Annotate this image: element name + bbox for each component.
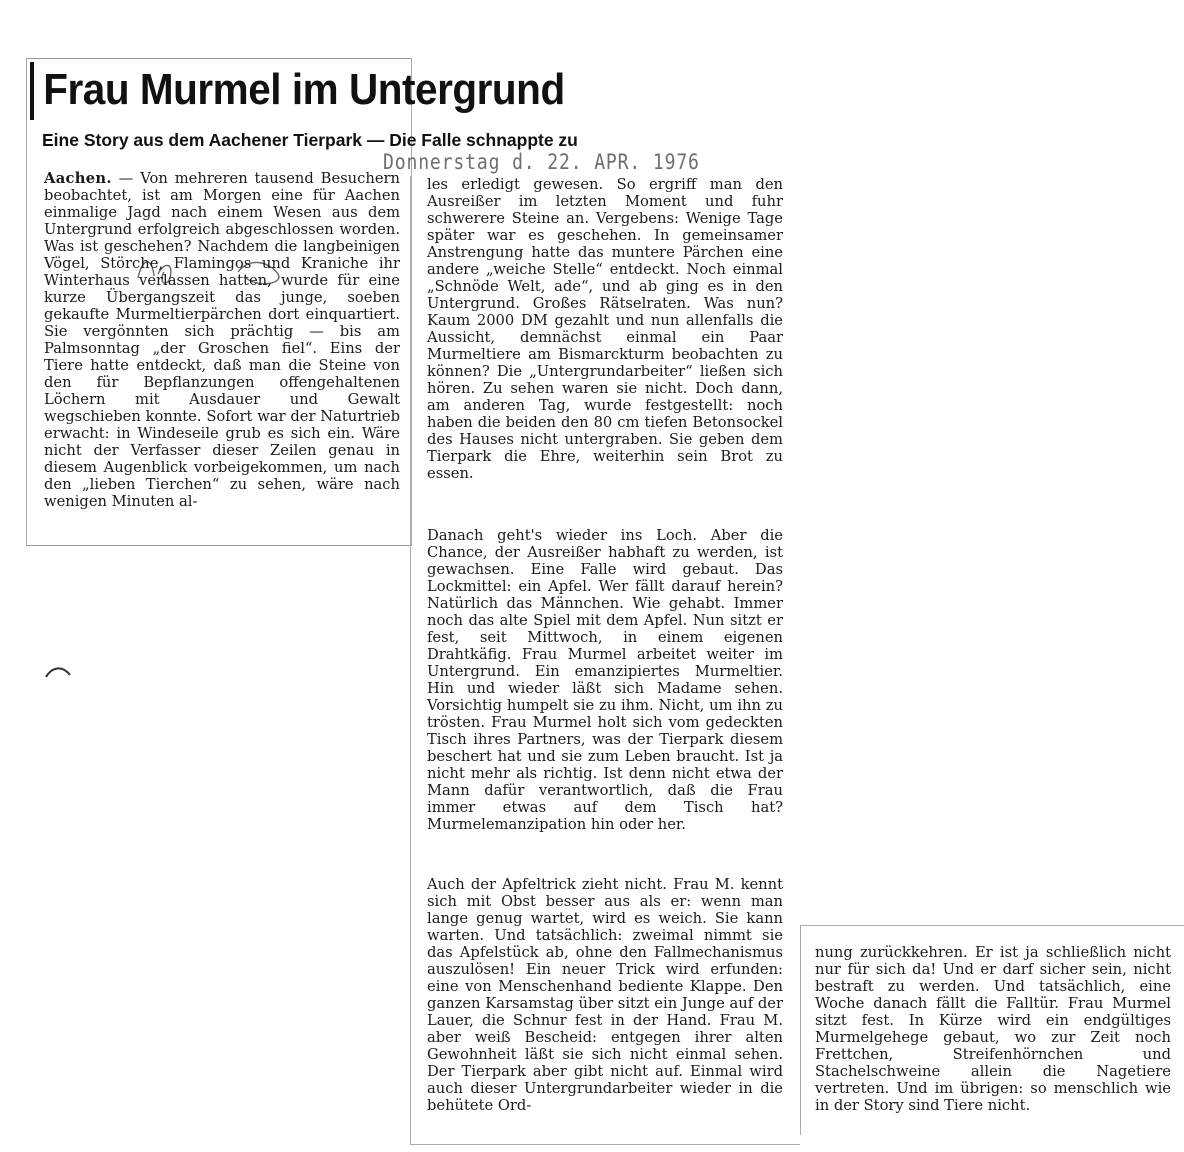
clipping-edge: [800, 925, 1184, 926]
dateline: Aachen.: [44, 170, 112, 187]
column-3-text: nung zurückkehren. Er ist ja schließlich nicht nur für sich da! Und er darf sicher sein, nicht bestraft zu werden. Und tatsächlich, eine Woche danach fällt die Falltür. Frau Murmel sitzt fest. In Kürze wird ein endgültiges Murmelgehege gebaut, wo zur Zeit noch Frettchen, Streifenhörnchen und Stachelschweine allein die Nagetiere vertreten. Und im übrigen: so menschlich wie in der Story sind Tiere nicht.: [815, 944, 1171, 1114]
subheadline: Eine Story aus dem Aachener Tierpark — Die Falle schnappte zu: [42, 130, 578, 150]
headline: Frau Murmel im Untergrund: [43, 65, 565, 114]
article-column-2: [427, 176, 783, 510]
column-divider: [410, 176, 411, 544]
column-1-text: — Von mehreren tausend Besuchern beobachtet, ist am Morgen eine für Aachen einmalige Jagd nach einem Wesen aus dem Untergrund erfolgreich abgeschlossen worden. Was ist geschehen? Nachdem die langbeinigen Vögel, Störche, Flamingos und Kraniche ihr Winterhaus verlassen hatten, wurde für eine kurze Übergangszeit das junge, soeben gekaufte Murmeltierpärchen dort einquartiert. Sie vergönnten sich prächtig — bis am Palmsonntag „der Groschen fiel“. Eins der Tiere hatte entdeckt, daß man die Steine von den für Bepflanzungen offengehaltenen Löchern mit Ausdauer und Gewalt wegschieben konnte. Sofort war der Naturtrieb erwacht: in Windeseile grub es sich ein. Wäre nicht der Verfasser dieser Zeilen genau in diesem Augenblick vorbeigekommen, um nach den „lieben Tierchen“ zu sehen, wäre nach wenigen Minuten al-: [44, 170, 400, 510]
column-divider: [410, 544, 411, 1144]
column-2-text: les erledigt gewesen. So ergriff man den Ausreißer im letzten Moment und fuhr schwerere Steine an. Vergebens: Wenige Tage später war es geschehen. In gemeinsamer Anstrengung hatte das muntere Pärchen eine andere „weiche Stelle“ entdeckt. Noch einmal „Schnöde Welt, ade“, und ab ging es in den Untergrund. Großes Rätselraten. Was nun? Kaum 2000 DM gezahlt und nun allenfalls die Aussicht, demnächst einmal ein Paar Murmeltiere am Bismarckturm beobachten zu können? Die „Untergrundarbeiter“ ließen sich hören. Zu sehen waren sie nicht. Doch dann, am anderen Tag, wurde festgestellt: noch haben die beiden den 80 cm tiefen Betonsockel des Hauses nicht untergraben. Sie geben dem Tierpark die Ehre, weiterhin sein Brot zu essen.: [427, 176, 783, 482]
column-2b-text: Danach geht's wieder ins Loch. Aber die Chance, der Ausreißer habhaft zu werden, ist gewachsen. Eine Falle wird gebaut. Das Lockmittel: ein Apfel. Wer fällt darauf herein? Natürlich das Männchen. Wie gehabt. Immer noch das alte Spiel mit dem Apfel. Nun sitzt er fest, seit Mittwoch, in einem eigenen Drahtkäfig. Frau Murmel arbeitet weiter im Untergrund. Ein emanzipiertes Murmeltier. Hin und wieder läßt sich Madame sehen. Vorsichtig humpelt sie zu ihm. Nicht, um ihn zu trösten. Frau Murmel holt sich vom gedeckten Tisch ihres Partners, was der Tierpark diesem beschert hat und sie zum Leben braucht. Ist ja nicht mehr als richtig. Ist denn nicht etwa der Mann dafür verantwortlich, daß die Frau immer etwas auf dem Tisch hat? Murmelemanzipation hin oder her.: [427, 527, 783, 833]
article-column-1: [44, 170, 400, 542]
column-divider: [800, 925, 801, 1135]
headline-block: [30, 62, 714, 120]
article-column-2c: [427, 876, 783, 1146]
article-column-3: [815, 944, 1171, 1130]
date-stamp: Donnerstag d. 22. APR. 1976: [383, 150, 700, 174]
article-column-2b: [427, 527, 783, 869]
clipping-edge: [410, 1144, 800, 1145]
scan-mark-icon: [44, 663, 72, 681]
column-2c-text: Auch der Apfeltrick zieht nicht. Frau M. kennt sich mit Obst besser aus als er: wenn man lange genug wartet, wird es weich. Sie kann warten. Und tatsächlich: zweimal nimmt sie das Apfelstück ab, ohne den Fallmechanismus auszulösen! Ein neuer Trick wird erfunden: eine von Menschenhand bediente Klappe. Den ganzen Karsamstag über sitzt ein Junge auf der Lauer, die Schnur fest in der Hand. Frau M. aber weiß Bescheid: entgegen ihrer alten Gewohnheit läßt sie sich nicht einmal sehen. Der Tierpark aber gibt nicht auf. Einmal wird auch dieser Untergrundarbeiter wieder in die behütete Ord-: [427, 876, 783, 1114]
